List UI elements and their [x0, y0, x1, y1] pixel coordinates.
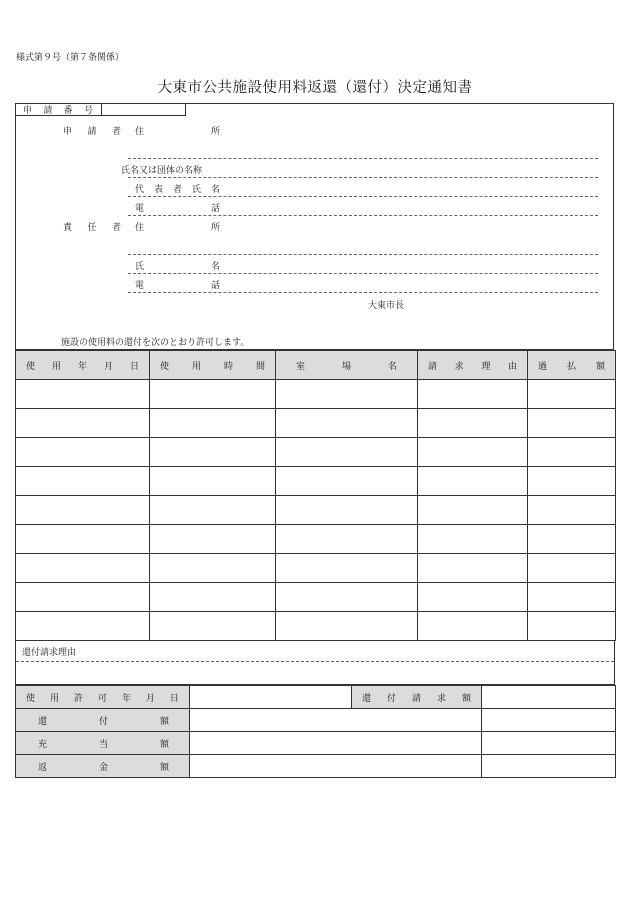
column-header-room — [276, 351, 418, 380]
refund-reason-label: 還付請求理由 — [22, 648, 77, 658]
label-char: 可 — [97, 693, 107, 704]
table-cell[interactable] — [528, 467, 616, 496]
appropriation-field[interactable] — [190, 732, 482, 755]
label-char: 間 — [255, 361, 265, 372]
applicant-name-line[interactable] — [128, 177, 598, 178]
table-cell[interactable] — [16, 409, 150, 438]
responsible-name-line[interactable] — [128, 273, 598, 274]
table-cell[interactable] — [276, 496, 418, 525]
label-char: 時 — [223, 361, 233, 372]
label-char: 額 — [159, 716, 169, 727]
label-char: 日 — [129, 361, 139, 372]
label-char: 請 — [87, 127, 97, 137]
table-cell[interactable] — [16, 467, 150, 496]
refund-amount-extra[interactable] — [482, 709, 616, 732]
label-char: 月 — [103, 361, 113, 372]
table-cell[interactable] — [528, 409, 616, 438]
table-cell[interactable] — [150, 554, 276, 583]
label-char: 還 — [38, 716, 48, 727]
permit-date-field[interactable] — [190, 686, 354, 709]
table-cell[interactable] — [150, 496, 276, 525]
label-char: 許 — [73, 693, 83, 704]
table-cell[interactable] — [276, 612, 418, 641]
table-cell[interactable] — [528, 496, 616, 525]
table-cell[interactable] — [528, 438, 616, 467]
application-number-field[interactable] — [102, 103, 186, 116]
table-row — [16, 583, 616, 612]
table-cell[interactable] — [150, 583, 276, 612]
label-char: 用 — [191, 361, 201, 372]
label-char: 場 — [341, 361, 351, 372]
label-char: 金 — [98, 762, 108, 773]
label-char: 話 — [210, 204, 220, 214]
table-row — [16, 467, 616, 496]
table-cell[interactable] — [418, 380, 528, 409]
table-cell[interactable] — [528, 525, 616, 554]
table-cell[interactable] — [276, 467, 418, 496]
refund-amount-label — [16, 709, 190, 732]
table-cell[interactable] — [528, 380, 616, 409]
table-cell[interactable] — [150, 380, 276, 409]
label-char: 年 — [121, 693, 131, 704]
applicant-phone-label — [135, 201, 220, 214]
label-char: 氏 — [135, 262, 145, 272]
table-cell[interactable] — [418, 409, 528, 438]
table-cell[interactable] — [16, 496, 150, 525]
table-cell[interactable] — [150, 438, 276, 467]
column-header-date — [16, 351, 150, 380]
label-char: 求 — [436, 693, 446, 704]
table-row — [16, 496, 616, 525]
table-cell[interactable] — [16, 525, 150, 554]
table-cell[interactable] — [150, 409, 276, 438]
label-char: 使 — [26, 693, 36, 704]
usage-table-header-row — [16, 351, 616, 380]
document-title: 大東市公共施設使用料返還（還付）決定通知書 — [157, 80, 473, 96]
application-number-label — [15, 103, 102, 116]
label-char: 電 — [135, 281, 145, 291]
return-amount-field[interactable] — [190, 755, 482, 778]
label-char: 付 — [98, 716, 108, 727]
table-cell[interactable] — [276, 525, 418, 554]
refund-request-label — [354, 686, 482, 709]
label-char: 請 — [428, 361, 438, 372]
table-cell[interactable] — [528, 554, 616, 583]
label-char: 任 — [87, 223, 97, 233]
permission-text: 施設の使用料の還付を次のとおり許可します。 — [61, 338, 250, 348]
label-char: 払 — [566, 361, 576, 372]
table-row — [16, 554, 616, 583]
label-char: 額 — [595, 361, 605, 372]
label-char: 者 — [172, 185, 182, 195]
label-char: 者 — [111, 127, 121, 137]
table-cell[interactable] — [418, 467, 528, 496]
label-char: 話 — [210, 281, 220, 291]
table-cell[interactable] — [276, 380, 418, 409]
label-char: 表 — [153, 185, 163, 195]
issuer-name: 大東市長 — [368, 301, 405, 311]
responsible-phone-line[interactable] — [128, 292, 598, 293]
table-cell[interactable] — [276, 438, 418, 467]
applicant-phone-line[interactable] — [128, 215, 598, 216]
table-cell[interactable] — [276, 554, 418, 583]
label-char: 代 — [135, 185, 145, 195]
applicant-name-label: 氏名又は団体の名称 — [121, 166, 203, 176]
table-cell[interactable] — [418, 554, 528, 583]
label-char: 番 — [63, 106, 73, 116]
refund-amount-row — [16, 709, 616, 732]
label-char: 責 — [63, 223, 73, 233]
representative-line[interactable] — [128, 196, 598, 197]
label-char: 過 — [538, 361, 548, 372]
label-char: 者 — [111, 223, 121, 233]
table-cell[interactable] — [16, 380, 150, 409]
table-cell[interactable] — [16, 438, 150, 467]
refund-request-field[interactable] — [482, 686, 616, 709]
return-amount-label — [16, 755, 190, 778]
table-cell[interactable] — [16, 583, 150, 612]
applicant-label — [63, 124, 121, 137]
table-cell[interactable] — [150, 467, 276, 496]
label-char: 住 — [135, 127, 145, 137]
return-amount-row — [16, 755, 616, 778]
label-char: 求 — [454, 361, 464, 372]
label-char: 当 — [98, 739, 108, 750]
label-char: 年 — [77, 361, 87, 372]
table-cell[interactable] — [150, 525, 276, 554]
label-char: 充 — [38, 739, 48, 750]
appropriation-row — [16, 732, 616, 755]
label-char: 請 — [43, 106, 53, 116]
table-cell[interactable] — [16, 612, 150, 641]
table-row — [16, 438, 616, 467]
table-cell[interactable] — [528, 583, 616, 612]
responsible-label — [63, 220, 121, 233]
applicant-address-line[interactable] — [128, 158, 598, 159]
label-char: 申 — [63, 127, 73, 137]
responsible-name-label — [135, 259, 220, 272]
representative-label — [135, 182, 220, 195]
column-header-overpayment — [528, 351, 616, 380]
label-char: 付 — [386, 693, 396, 704]
column-header-time — [150, 351, 276, 380]
table-row — [16, 612, 616, 641]
responsible-phone-label — [135, 278, 220, 291]
table-cell[interactable] — [418, 496, 528, 525]
label-char: 号 — [83, 106, 93, 116]
table-cell[interactable] — [16, 554, 150, 583]
refund-reason-line — [16, 661, 614, 662]
label-char: 氏 — [191, 185, 201, 195]
usage-table — [15, 350, 616, 641]
label-char: 額 — [159, 739, 169, 750]
label-char: 用 — [49, 693, 59, 704]
label-char: 使 — [26, 361, 36, 372]
label-char: 使 — [160, 361, 170, 372]
label-char: 室 — [296, 361, 306, 372]
table-row — [16, 409, 616, 438]
label-char: 由 — [507, 361, 517, 372]
table-cell[interactable] — [418, 525, 528, 554]
table-cell[interactable] — [418, 583, 528, 612]
refund-amount-field[interactable] — [190, 709, 482, 732]
label-char: 請 — [411, 693, 421, 704]
refund-summary-table — [15, 685, 616, 778]
table-cell[interactable] — [276, 583, 418, 612]
table-row — [16, 525, 616, 554]
return-amount-extra[interactable] — [482, 755, 616, 778]
label-char: 月 — [145, 693, 155, 704]
table-cell[interactable] — [418, 612, 528, 641]
appropriation-extra[interactable] — [482, 732, 616, 755]
responsible-address-label — [135, 220, 220, 233]
form-number-label: 様式第９号（第７条関係） — [16, 53, 125, 63]
label-char: 名 — [387, 361, 397, 372]
table-cell[interactable] — [276, 409, 418, 438]
label-char: 名 — [210, 185, 220, 195]
appropriation-label — [16, 732, 190, 755]
permit-date-label — [16, 686, 190, 709]
label-char: 額 — [159, 762, 169, 773]
label-char: 所 — [210, 127, 220, 137]
applicant-address-label — [135, 124, 220, 137]
label-char: 用 — [51, 361, 61, 372]
refund-reason-box[interactable] — [15, 640, 615, 685]
table-cell[interactable] — [528, 612, 616, 641]
table-cell[interactable] — [418, 438, 528, 467]
label-char: 電 — [135, 204, 145, 214]
label-char: 理 — [481, 361, 491, 372]
responsible-address-line[interactable] — [128, 254, 598, 255]
label-char: 申 — [23, 106, 33, 116]
label-char: 所 — [210, 223, 220, 233]
column-header-reason — [418, 351, 528, 380]
permit-date-row — [16, 686, 616, 709]
label-char: 還 — [362, 693, 372, 704]
label-char: 日 — [169, 693, 179, 704]
table-cell[interactable] — [150, 612, 276, 641]
table-row — [16, 380, 616, 409]
label-char: 返 — [38, 762, 48, 773]
label-char: 名 — [210, 262, 220, 272]
label-char: 住 — [135, 223, 145, 233]
label-char: 額 — [461, 693, 471, 704]
